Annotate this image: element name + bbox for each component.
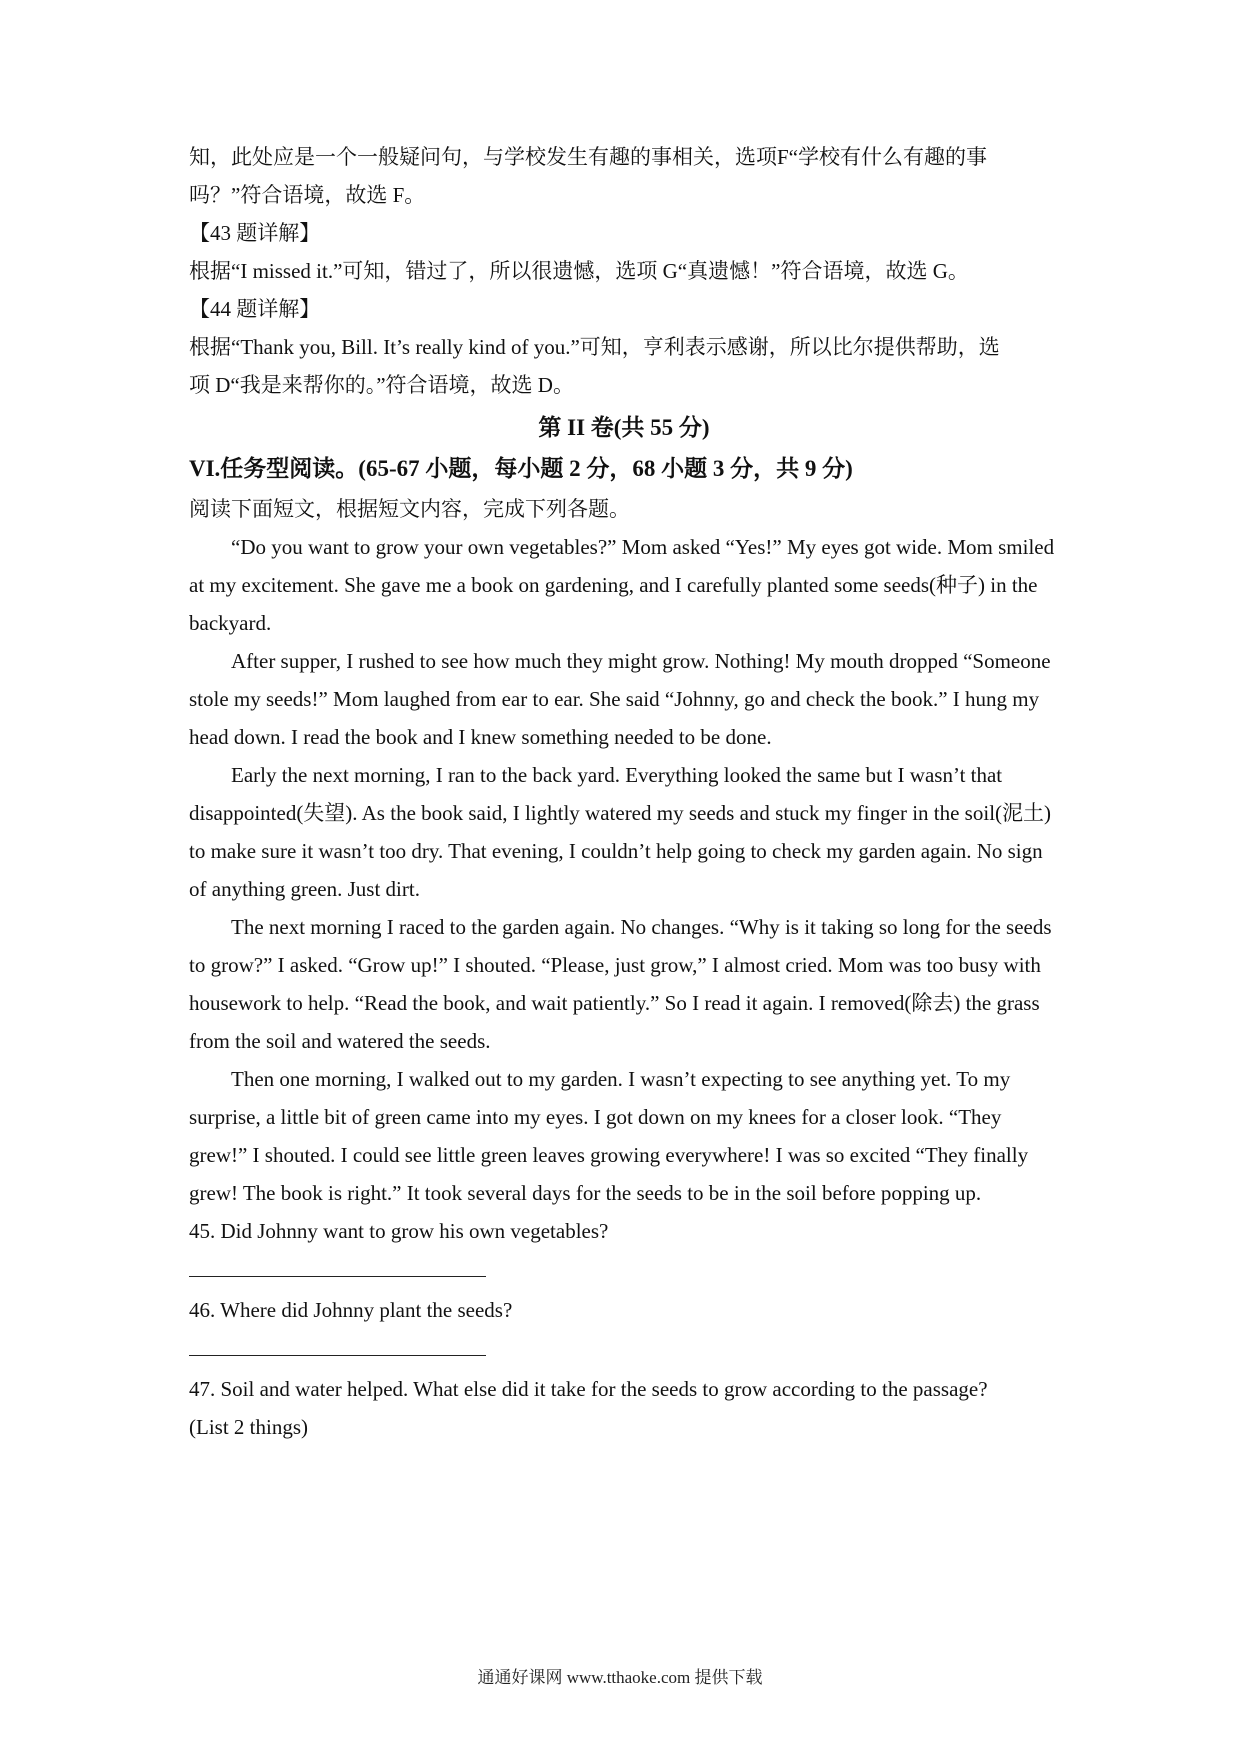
- document-page: [189, 138, 1059, 1446]
- answer-line-46[interactable]: [189, 1355, 486, 1356]
- answer-line-2: 吗？”符合语境，故选 F。: [189, 183, 426, 207]
- question-45: 45. Did Johnny want to grow his own vegetables?: [189, 1219, 609, 1243]
- question-47: 47. Soil and water helped. What else did it take for the seeds to grow according to the passage?: [189, 1377, 988, 1401]
- q44-text-line-1: 根据“Thank you, Bill. It’s really kind of you.”可知，亨利表示感谢，所以比尔提供帮助，选: [189, 335, 1000, 359]
- q43-heading: 【43 题详解】: [189, 221, 321, 245]
- passage-paragraph-3: Early the next morning, I ran to the back yard. Everything looked the same but I wasn’t that disappointed(失望). As the book said, I lightly watered my seeds and stuck my finger in the soil(泥土) to make sure it wasn’t too dry. That evening, I couldn’t help going to check my garden again. No sign of anything green. Just dirt.: [189, 763, 1052, 901]
- passage-paragraph-5: Then one morning, I walked out to my garden. I wasn’t expecting to see anything yet. To my surprise, a little bit of green came into my eyes. I got down on my knees for a closer look. “They grew!” I shouted. I could see little green leaves growing everywhere! I was so excited “They finally grew! The book is right.” It took several days for the seeds to be in the soil before popping up.: [189, 1067, 1029, 1205]
- passage-paragraph-2: After supper, I rushed to see how much they might grow. Nothing! My mouth dropped “Someone stole my seeds!” Mom laughed from ear to ear. She said “Johnny, go and check the book.” I hung my head down. I read the book and I knew something needed to be done.: [189, 649, 1051, 749]
- passage-paragraph-4: The next morning I raced to the garden again. No changes. “Why is it taking so long for the seeds to grow?” I asked. “Grow up!” I shouted. “Please, just grow,” I almost cried. Mom was too busy with housework to help. “Read the book, and wait patiently.” So I read it again. I removed(除去) the grass from the soil and watered the seeds.: [189, 915, 1052, 1053]
- question-47-note: (List 2 things): [189, 1415, 308, 1439]
- question-46: 46. Where did Johnny plant the seeds?: [189, 1298, 513, 1322]
- q44-text-line-2: 项 D“我是来帮你的。”符合语境，故选 D。: [189, 373, 574, 397]
- answer-line-45[interactable]: [189, 1276, 486, 1277]
- page-footer: 通通好课网 www.tthaoke.com 提供下载: [477, 1668, 763, 1687]
- q44-heading: 【44 题详解】: [189, 297, 321, 321]
- part-title: VI.任务型阅读。(65-67 小题，每小题 2 分，68 小题 3 分，共 9 分): [189, 456, 853, 481]
- passage-paragraph-1: “Do you want to grow your own vegetables?” Mom asked “Yes!” My eyes got wide. Mom smiled at my excitement. She gave me a book on gardening, and I carefully planted some seeds(种子) in the backyard.: [189, 535, 1055, 635]
- q43-text: 根据“I missed it.”可知，错过了，所以很遗憾，选项 G“真遗憾！”符合语境，故选 G。: [189, 259, 969, 283]
- instruction: 阅读下面短文，根据短文内容，完成下列各题。: [189, 497, 630, 521]
- section-title: 第 II 卷(共 55 分): [538, 415, 710, 440]
- answer-line-1: 知，此处应是一个一般疑问句，与学校发生有趣的事相关，选项F“学校有什么有趣的事: [189, 145, 987, 169]
